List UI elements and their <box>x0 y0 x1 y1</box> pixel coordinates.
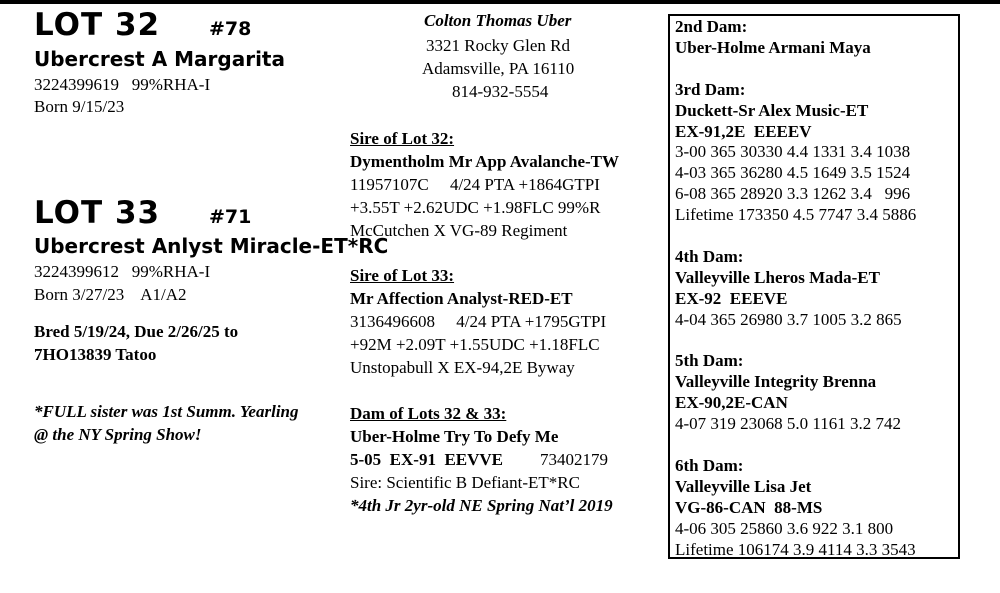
lot-33-bred-line-1: Bred 5/19/24, Due 2/26/25 to <box>34 322 239 341</box>
dam3-score: EX-91,2E EEEEV <box>675 121 812 141</box>
top-border <box>0 0 1000 4</box>
lot-32-registration: 3224399619 99%RHA-I <box>34 75 211 94</box>
dam5-name: Valleyville Integrity Brenna <box>675 372 877 392</box>
sire-32-pedigree: McCutchen X VG-89 Regiment <box>350 221 568 240</box>
lot-33-note-line-2: @ the NY Spring Show! <box>34 425 202 444</box>
sire-33-name: Mr Affection Analyst-RED-ET <box>350 289 573 308</box>
lot-33-note-line-1: *FULL sister was 1st Summ. Yearling <box>34 402 299 421</box>
dam2-name: Uber-Holme Armani Maya <box>675 37 871 57</box>
dam6-record: 4-06 305 25860 3.6 922 3.1 800 <box>675 518 894 538</box>
dam5-heading: 5th Dam: <box>675 351 744 371</box>
dam5-score: EX-90,2E-CAN <box>675 393 788 413</box>
dam3-record: 4-03 365 36280 4.5 1649 3.5 1524 <box>675 163 911 183</box>
dam6-score: VG-86-CAN 88-MS <box>675 497 823 517</box>
lot-33-bred-line-2: 7HO13839 Tatoo <box>34 345 157 364</box>
dam2-heading: 2nd Dam: <box>675 17 748 36</box>
sire-32-name: Dymentholm Mr App Avalanche-TW <box>350 152 620 171</box>
dam3-record: 3-00 365 30330 4.4 1331 3.4 1038 <box>675 142 911 162</box>
dam3-lifetime: Lifetime 173350 4.5 7747 3.4 5886 <box>675 205 917 225</box>
owner-name: Colton Thomas Uber <box>424 11 572 30</box>
owner-city: Adamsville, PA 16110 <box>422 59 575 78</box>
dam-classification: 5-05 EX-91 EEVVE <box>350 450 504 469</box>
lot-33-registration: 3224399612 99%RHA-I <box>34 262 211 281</box>
lot-33-title: LOT 33 <box>34 195 161 231</box>
dam3-name: Duckett-Sr Alex Music-ET <box>675 100 869 120</box>
sire-33-heading: Sire of Lot 33: <box>350 266 455 285</box>
lot-32-born: Born 9/15/23 <box>34 97 125 116</box>
lot-32-title: LOT 32 <box>34 7 161 43</box>
lot-33-number: #71 <box>209 206 252 228</box>
lot-32-name: Ubercrest A Margarita <box>34 47 285 71</box>
dam-sire: Sire: Scientific B Defiant-ET*RC <box>350 473 580 492</box>
dam4-name: Valleyville Lheros Mada-ET <box>675 267 880 287</box>
dam5-record: 4-07 319 23068 5.0 1161 3.2 742 <box>675 414 902 434</box>
lot-33-born: Born 3/27/23 A1/A2 <box>34 285 187 304</box>
dam6-name: Valleyville Lisa Jet <box>675 476 812 496</box>
dam4-heading: 4th Dam: <box>675 246 744 266</box>
sire-33-traits: +92M +2.09T +1.55UDC +1.18FLC <box>350 335 600 354</box>
sire-32-heading: Sire of Lot 32: <box>350 129 455 148</box>
pedigree-box <box>668 14 960 559</box>
dam6-lifetime: Lifetime 106174 3.9 4114 3.3 3543 <box>675 539 916 559</box>
sire-32-proof: 11957107C 4/24 PTA +1864GTPI <box>350 175 600 194</box>
sire-32-traits: +3.55T +2.62UDC +1.98FLC 99%R <box>350 198 601 217</box>
dam-name: Uber-Holme Try To Defy Me <box>350 427 559 446</box>
dam-heading: Dam of Lots 32 & 33: <box>350 404 507 423</box>
sire-33-proof: 3136496608 4/24 PTA +1795GTPI <box>350 312 607 331</box>
dam6-heading: 6th Dam: <box>675 455 744 475</box>
dam3-heading: 3rd Dam: <box>675 79 746 99</box>
dam3-record: 6-08 365 28920 3.3 1262 3.4 996 <box>675 184 911 204</box>
sire-33-pedigree: Unstopabull X EX-94,2E Byway <box>350 358 575 377</box>
dam4-score: EX-92 EEEVE <box>675 288 788 308</box>
lot-33-name: Ubercrest Anlyst Miracle-ET*RC <box>34 234 389 258</box>
dam-registration: 73402179 <box>540 450 608 469</box>
owner-phone: 814-932-5554 <box>452 82 549 101</box>
owner-street: 3321 Rocky Glen Rd <box>426 36 571 55</box>
lot-32-number: #78 <box>209 18 252 40</box>
dam4-record: 4-04 365 26980 3.7 1005 3.2 865 <box>675 309 902 329</box>
dam-award: *4th Jr 2yr-old NE Spring Nat’l 2019 <box>350 496 613 515</box>
